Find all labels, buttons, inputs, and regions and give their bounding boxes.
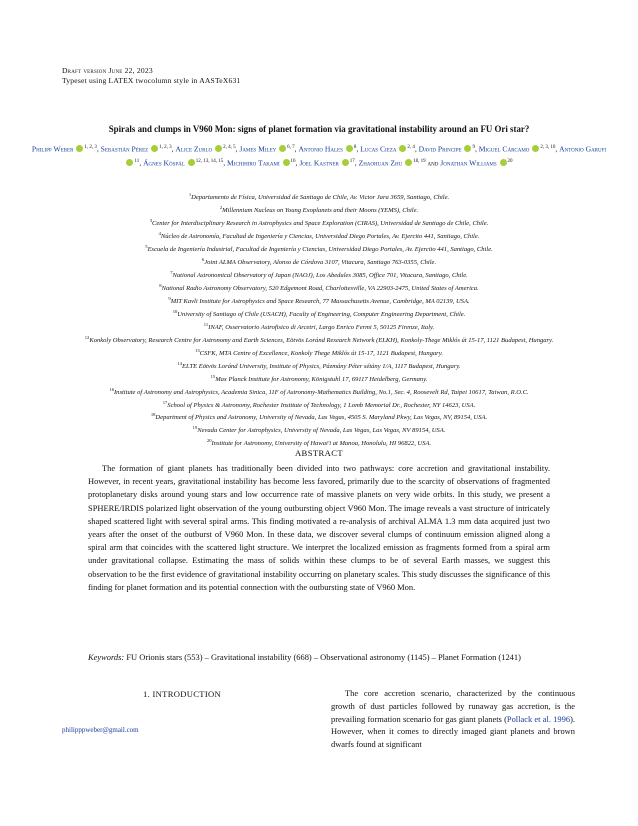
author-name[interactable]: James Miley <box>239 144 277 154</box>
author-name[interactable]: Ágnes Kóspál <box>143 158 185 168</box>
orcid-icon[interactable] <box>405 159 412 166</box>
intro-text-part: ). However, when it comes to directly imaged giant planets and brown dwarfs found at significant <box>331 713 575 750</box>
affiliation-item <box>18 333 620 346</box>
affiliation-number: 10 <box>172 308 178 314</box>
author-name[interactable]: Philipp Weber <box>31 144 74 154</box>
affiliation-number: 4 <box>158 230 161 236</box>
author-affiliation-number: 12, 13, 14, 15 <box>195 159 224 165</box>
affiliation-item <box>18 423 620 436</box>
author-affiliation-number: 2, 4 <box>407 145 415 150</box>
citation-link[interactable]: Pollack et al. 1996 <box>506 713 571 724</box>
affiliation-text: Konkoly Observatory, Research Centre for Astronomy and Earth Sciences, Eötvös Loránd Research Network (ELKH), Konkoly-Thege Miklós út 15-17, 1121 Budapest, Hungary. <box>89 336 554 344</box>
affiliation-item <box>18 268 620 281</box>
affiliation-text: CSFK, MTA Centre of Excellence, Konkoly Thege Miklós út 15-17, 1121 Budapest, Hungary. <box>199 349 443 357</box>
affiliation-number: 19 <box>192 425 198 431</box>
affiliation-text: School of Physics & Astronomy, Rochester Institute of Technology, 1 Lomb Memorial Dr., Rochester, NY 14623, USA. <box>167 401 476 409</box>
abstract-text: The formation of giant planets has traditionally been divided into two pathways: core accretion and gravitational instability. However, in recent years, gravitational instability has become less favored, primarily due to the scarcity of observations of fragmented protoplanetary disks around young stars and low occurrence rate of massive planets on very wide orbits. In this study, we present a SPHERE/IRDIS polarized light observation of the young outbursting object V960 Mon. The image reveals a vast structure of intricately shaped scattered light with several spiral arms. This finding motivated a re-analysis of archival ALMA 1.3 mm data acquired just two years after the onset of the outburst of V960 Mon. In these data, we discover several clumps of continuum emission aligned along a spiral arm that coincides with the scattered light structure. We interpret the localized emission as fragments formed from a spiral arm under gravitational collapse. Estimating the mass of solids within these clumps to be of several Earth masses, we suggest this observation to be the first evidence of gravitational instability occurring on planetary scales. This study discusses the significance of this finding for planet formation and its potential connection with the outbursting state of V960 Mon. <box>88 463 550 592</box>
author-affiliation-number: 2, 3, 10 <box>540 145 556 150</box>
affiliation-number: 7 <box>170 269 173 275</box>
author-affiliation-number: 17 <box>349 159 355 165</box>
affiliation-list <box>18 190 620 449</box>
orcid-icon[interactable] <box>532 145 539 152</box>
affiliation-item <box>18 190 620 203</box>
affiliation-number: 3 <box>149 217 152 223</box>
author-affiliation-number: 16 <box>290 159 296 165</box>
author-name[interactable]: Michihiro Takami <box>227 158 280 168</box>
affiliation-number: 18 <box>150 412 156 418</box>
orcid-icon[interactable] <box>464 145 471 152</box>
author-affiliation-number: 18, 19 <box>413 159 426 165</box>
orcid-icon[interactable] <box>500 159 507 166</box>
author-affiliation-number: 11 <box>134 159 140 165</box>
affiliation-number: 15 <box>210 373 216 379</box>
affiliation-item <box>18 307 620 320</box>
affiliation-text: Joint ALMA Observatory, Alonso de Córdova 3107, Vitacura, Santiago 763-0355, Chile. <box>204 259 437 267</box>
affiliation-number: 8 <box>159 282 162 288</box>
affiliation-number: 5 <box>145 243 148 249</box>
section-heading-introduction: 1. INTRODUCTION <box>142 689 222 699</box>
affiliation-text: Institute of Astronomy and Astrophysics, Academia Sinica, 11F of Astronomy-Mathematics Building, No.1, Sec. 4, Roosevelt Rd, Taipei 10617, Taiwan, R.O.C. <box>113 388 529 396</box>
affiliation-number: 11 <box>203 321 209 327</box>
affiliation-number: 13 <box>195 347 200 353</box>
paper-title: Spirals and clumps in V960 Mon: signs of planet formation via gravitational instability around an FU Ori star? <box>108 124 530 134</box>
affiliation-item <box>18 203 620 216</box>
affiliation-number: 16 <box>109 386 114 392</box>
draft-header <box>62 66 241 86</box>
author-name[interactable]: Lucas Cieza <box>360 144 397 154</box>
author-list: Philipp Weber $^{1, 2, 3}$, Sebastián Pérez $^{1, 2, 3}$, Alice Zurlo $^{2, 4, 5}$, James Miley $^{6, 7}$, Antonio Hales $^8$, Lucas Cieza $^{2, 4}$, David Principe $^9$, Miguel Cárcamo $^{2, 3, 10}$, Antonio Garufi $^{11}$, Ágnes Kóspál $^{12, 13, 14, 15}$, Michihiro Takami $^{16}$, Joel Kastner $^{17}$, Zhaohuan Zhu $^{18, 19}$ and Jonathan Williams $^{20}$ <box>31 144 607 168</box>
author-name[interactable]: Jonathan Williams <box>440 158 497 168</box>
orcid-icon[interactable] <box>76 145 83 152</box>
draft-version: Draft version June 22, 2023 <box>62 66 153 75</box>
affiliation-item <box>18 294 620 307</box>
affiliation-item <box>18 242 620 255</box>
keywords-label: Keywords: <box>88 652 125 662</box>
orcid-icon[interactable] <box>399 145 406 152</box>
affiliation-item <box>18 385 620 398</box>
affiliation-text: Millennium Nucleus on Young Exoplanets and their Moons (YEMS), Chile. <box>222 207 419 215</box>
affiliation-text: Center for Interdisciplinary Research in Astrophysics and Space Exploration (CIRAS), Universidad de Santiago de Chile, Chile. <box>152 220 489 228</box>
orcid-icon[interactable] <box>346 145 353 152</box>
affiliation-item <box>18 346 620 359</box>
intro-text-part: The core accretion scenario, characterized by the continuous growth of dust particles followed by runaway gas accretion, is the prevailing formation scenario for gas giant planets ( <box>331 688 575 724</box>
orcid-icon[interactable] <box>279 145 286 152</box>
affiliation-item <box>18 229 620 242</box>
typeset-note: Typeset using LATEX twocolumn style in AASTeX631 <box>62 76 241 85</box>
author-affiliation-number: 1, 2, 3 <box>84 145 97 150</box>
affiliation-item <box>18 216 620 229</box>
affiliation-text: ELTE Eötvös Loránd University, Institute of Physics, Pázmány Péter sétány 1/A, 1117 Budapest, Hungary. <box>182 362 461 370</box>
author-name[interactable]: David Principe <box>418 144 462 154</box>
affiliation-text: Institute for Astronomy, University of Hawai'i at Manoa, Honolulu, HI 96822, USA. <box>211 440 432 448</box>
affiliation-number: 17 <box>162 399 168 405</box>
affiliation-text: Departamento de Física, Universidad de Santiago de Chile, Av. Victor Jara 3659, Santiago, Chile. <box>191 194 450 202</box>
affiliation-text: National Astronomical Observatory of Japan (NAOJ), Los Abedules 3085, Office 701, Vitacura, Santiago, Chile. <box>172 271 468 279</box>
author-name[interactable]: Sebastián Pérez <box>100 144 149 154</box>
author-affiliation-number: 6, 7 <box>287 145 295 150</box>
affiliation-item <box>18 359 620 372</box>
affiliation-text: National Radio Astronomy Observatory, 520 Edgemont Road, Charlottesville, VA 22903-2475, United States of America. <box>161 284 479 292</box>
orcid-icon[interactable] <box>215 145 222 152</box>
author-name[interactable]: Antonio Hales <box>298 144 343 154</box>
affiliation-number: 2 <box>219 204 223 210</box>
affiliation-text: MIT Kavli Institute for Astrophysics and Space Research, 77 Massachusetts Avenue, Cambridge, MA 02139, USA. <box>170 297 470 305</box>
author-affiliation-number: 2, 4, 5 <box>223 145 236 150</box>
author-name[interactable]: Joel Kastner <box>299 158 339 168</box>
affiliation-text: Max Planck Institute for Astronomy, Königstuhl 17, 69117 Heidelberg, Germany. <box>215 375 428 383</box>
affiliation-text: INAF, Osservatorio Astrofisico di Arcetri, Largo Enrico Fermi 5, 50125 Firenze, Italy. <box>208 323 435 331</box>
affiliation-text: Nevada Center for Astrophysics, University of Nevada, Las Vegas, Las Vegas, NV 89154, USA. <box>197 427 446 435</box>
author-email-link[interactable]: philipppweber@gmail.com <box>62 726 139 734</box>
author-name[interactable]: Antonio Garufi <box>559 144 607 154</box>
orcid-icon[interactable] <box>342 159 349 166</box>
affiliation-text: Núcleo de Astronomía, Facultad de Ingeniería y Ciencias, Universidad Diego Portales, Av. Ejercito 441, Santiago, Chile. <box>160 233 480 241</box>
introduction-paragraph <box>331 687 575 751</box>
keywords <box>88 651 550 664</box>
affiliation-number: 6 <box>201 256 205 262</box>
affiliation-item <box>18 398 620 411</box>
affiliation-number: 14 <box>177 360 182 366</box>
author-affiliation-number: 9 <box>472 145 475 150</box>
author-name[interactable]: Miguel Cárcamo <box>478 144 530 154</box>
affiliation-item <box>18 281 620 294</box>
affiliation-item <box>18 255 620 268</box>
abstract-heading: ABSTRACT <box>294 448 344 458</box>
author-affiliation-number: 20 <box>507 159 513 165</box>
author-affiliation-number: 1, 2, 3 <box>159 145 172 150</box>
author-name[interactable]: Zhaohuan Zhu <box>358 158 403 168</box>
orcid-icon[interactable] <box>151 145 158 152</box>
orcid-icon[interactable] <box>188 159 195 166</box>
author-name[interactable]: Alice Zurlo <box>175 144 213 154</box>
affiliation-text: Escuela de Ingeniería Industrial, Facultad de Ingeniería y Ciencias, Universidad Diego Portales, Av. Ejercito 441, Santiago, Chile. <box>147 246 493 254</box>
affiliation-text: University of Santiago of Chile (USACH), Faculty of Engineering, Computer Engineering Department, Chile. <box>177 310 466 318</box>
affiliation-item <box>18 410 620 423</box>
affiliation-item <box>18 372 620 385</box>
affiliation-number: 1 <box>188 192 192 197</box>
and-word: and <box>425 158 441 168</box>
affiliation-number: 9 <box>168 295 171 301</box>
keywords-list: FU Orionis stars (553) – Gravitational instability (668) – Observational astronomy (1145) – Planet Formation (1241) <box>126 652 521 662</box>
orcid-icon[interactable] <box>126 159 133 166</box>
author-affiliation-number: 8 <box>353 145 357 150</box>
affiliation-number: 12 <box>84 334 90 340</box>
affiliation-text: Department of Physics and Astronomy, University of Nevada, Las Vegas, 4505 S. Maryland Pkwy, Las Vegas, NV, 89154, USA. <box>155 414 488 422</box>
affiliation-item <box>18 320 620 333</box>
affiliation-number: 20 <box>206 438 212 444</box>
orcid-icon[interactable] <box>283 159 290 166</box>
